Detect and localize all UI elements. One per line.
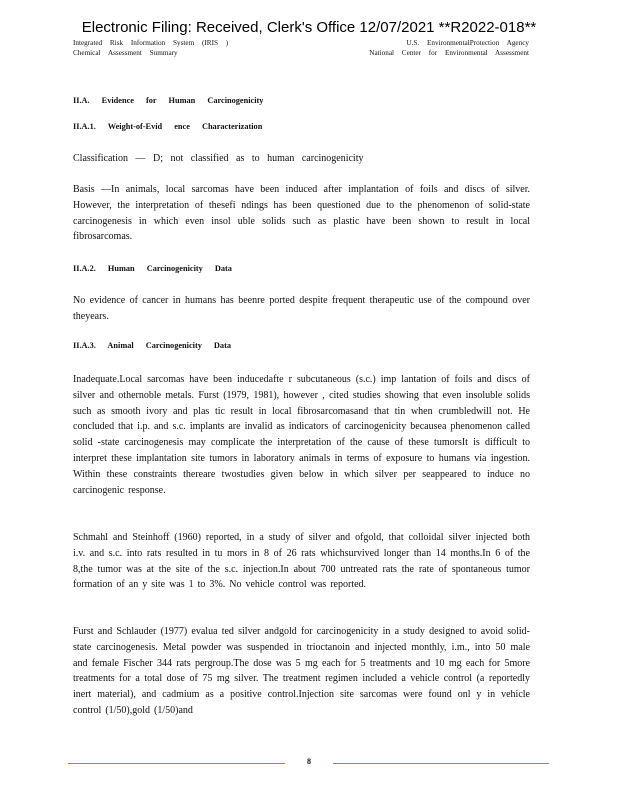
section-heading-human-data: II.A.2. Human Carcinogenicity Data [73, 264, 232, 273]
header-left-line-1: Integrated Risk Information System (IRIS ) [73, 39, 229, 47]
schmahl-study-paragraph: Schmahl and Steinhoff (1960) reported, in a study of silver and ofgold, that colloidal silver injected both i.v. and s.c. into rats resulted in tu mors in 8 of 26 rats whichsurvived longer than 14 months.In 6 of the 8,the tumor was at the site of the s.c. injection.In about 700 untreated rats the rate of spontaneous tumor formation of an y site was 1 to 3%. No vehicle control was reported. [73, 532, 530, 591]
header-left-line-2: Chemical Assessment Summary [73, 49, 178, 57]
human-data-paragraph: No evidence of cancer in humans has beenre ported despite frequent therapeutic use of the compound over theyears. [73, 295, 530, 322]
header-right-line-1: U.S. EnvironmentalProtection Agency [406, 39, 529, 47]
header-right [369, 38, 529, 58]
section-heading-weight-of-evidence: II.A.1. Weight-of-Evid ence Characterization [73, 122, 263, 131]
filing-stamp: Electronic Filing: Received, Clerk's Office 12/07/2021 **R2022-018** [81, 19, 537, 36]
header-right-line-2: National Center for Environmental Assessment [369, 49, 529, 57]
page-number: 8 [307, 757, 311, 766]
section-heading-evidence: II.A. Evidence for Human Carcinogenicity [73, 96, 264, 105]
footer-rule-right [333, 763, 549, 764]
basis-paragraph: Basis —In animals, local sarcomas have been induced after implantation of foils and discs of silver. However, the interpretation of thesefi ndings has been questioned due to the phenomenon of solid-state carcinogenesis in which even insol uble solids such as plastic have been shown to result in local fibrosarcomas. [73, 184, 530, 243]
section-heading-animal-data: II.A.3. Animal Carcinogenicity Data [73, 341, 231, 350]
header-left [73, 38, 228, 58]
furst-study-paragraph: Furst and Schlauder (1977) evalua ted silver andgold for carcinogenicity in a study designed to avoid solid-state carcinogenesis. Metal powder was suspended in trioctanoin and injected monthly, i.m., into 50 male and female Fischer 344 rats pergroup.The dose was 5 mg each for 5 treatments and 10 mg each for 5more treatments for a total dose of 75 mg silver. The treatment regimen included a vehicle control (a reportedly inert material), and cadmium as a positive control.Injection site sarcomas were found onl y in vehicle control (1/50),gold (1/50)and [73, 626, 530, 716]
animal-data-paragraph: Inadequate.Local sarcomas have been inducedafte r subcutaneous (s.c.) imp lantation of foils and discs of silver and othernoble metals. Furst (1979, 1981), however , cited studies showing that even insoluble solids such as smooth ivory and plas tic result in local fibrosarcomasand that tin when crumbledwill not. He concluded that i.p. and s.c. implants are invalid as indicators of carcinogenicity becausea phenomenon called solid -state carcinogenesis may complicate the interpretation of the cause of these tumorsIt is difficult to interpret these implantation site tumors in laboratory animals in terms of exposure to humans via ingestion. Within these constraints thereare twostudies given below in which silver per seappeared to induce no carcinogenic response. [73, 374, 530, 496]
classification-paragraph: Classification — D; not classified as to human carcinogenicity [73, 153, 364, 164]
